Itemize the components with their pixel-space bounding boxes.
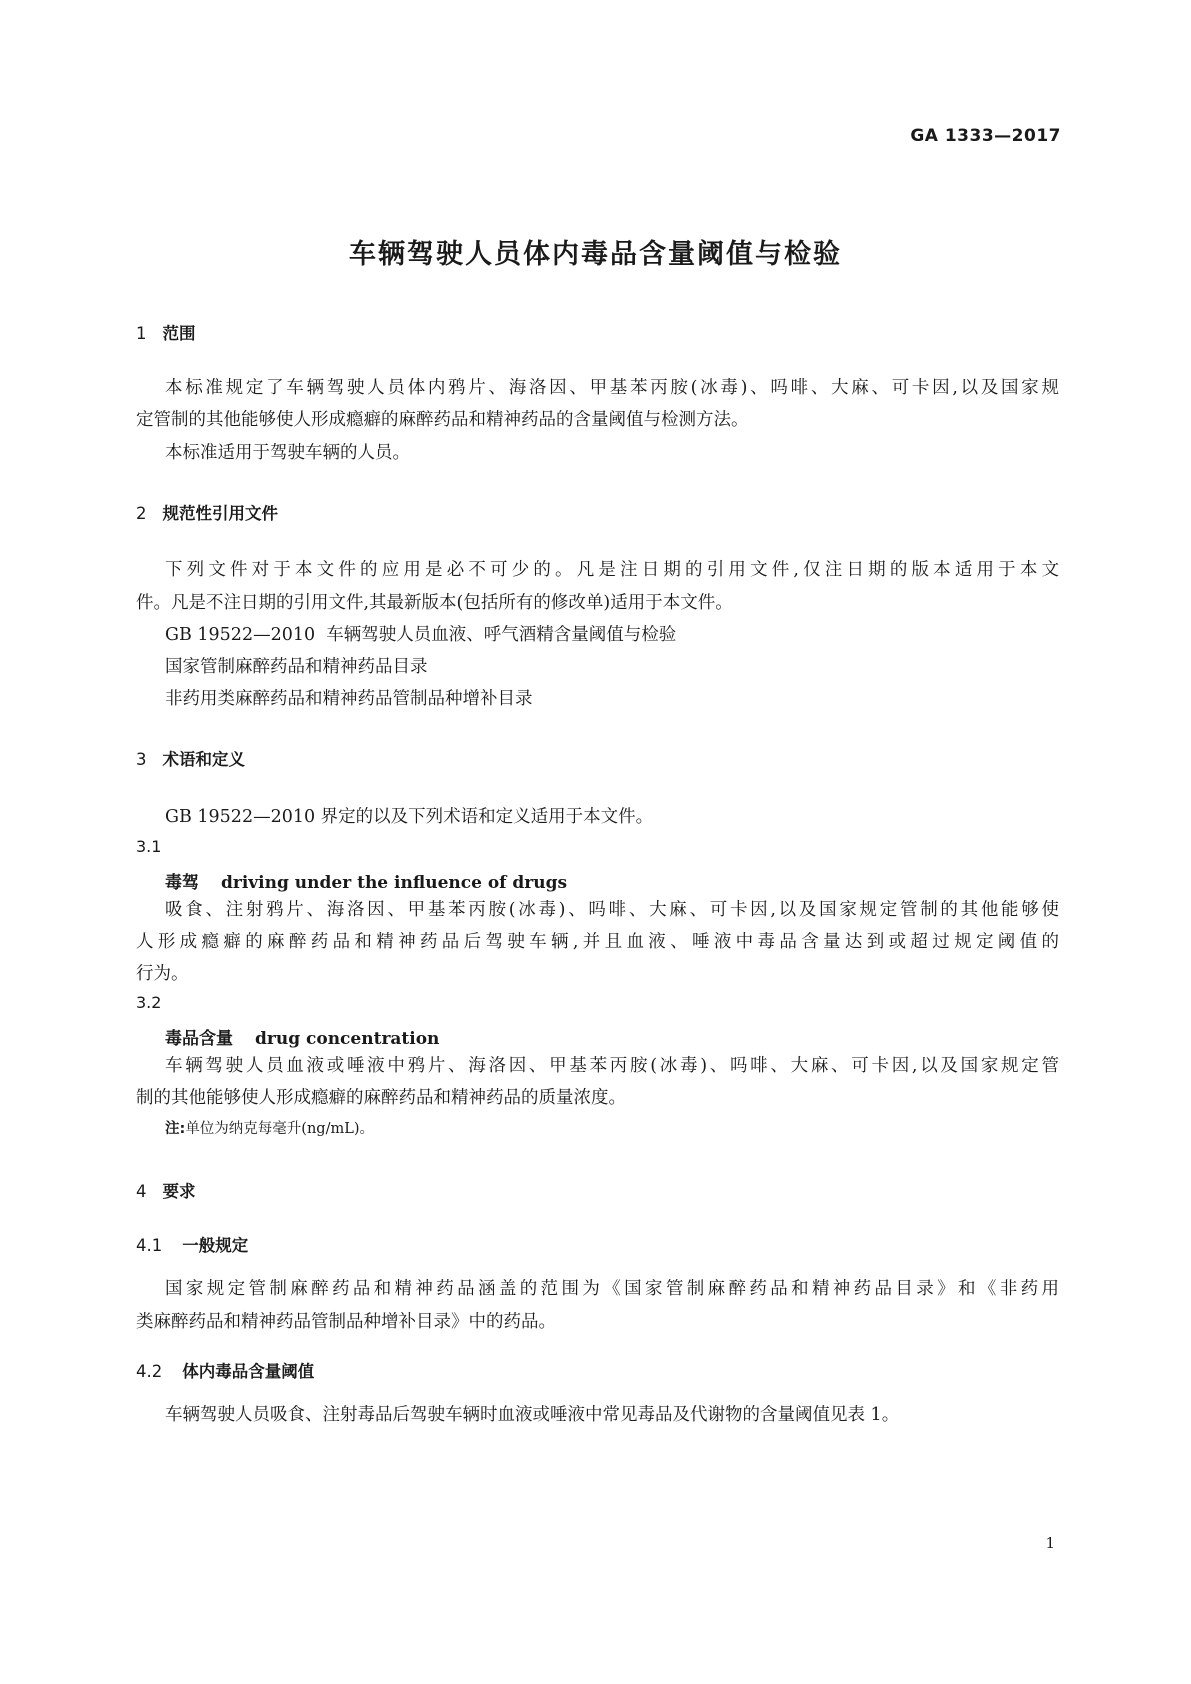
document-title: 车辆驾驶人员体内毒品含量阈值与检验: [349, 239, 842, 270]
paragraph-line: 类麻醉药品和精神药品管制品种增补目录》中的药品。: [136, 1312, 556, 1332]
paragraph-line: 国家规定管制麻醉药品和精神药品涵盖的范围为《国家管制麻醉药品和精神药品目录》和《非药用: [165, 1279, 1059, 1299]
paragraph-line: 制的其他能够使人形成瘾癖的麻醉药品和精神药品的质量浓度。: [136, 1088, 626, 1108]
subsection-title: 一般规定: [182, 1236, 249, 1255]
subsection-4-2-heading: [136, 1358, 314, 1382]
paragraph-line: 下列文件对于本文件的应用是必不可少的。凡是注日期的引用文件,仅注日期的版本适用于本文: [165, 560, 1059, 580]
subsection-number: 4.2: [136, 1362, 163, 1381]
subsection-title: 体内毒品含量阈值: [182, 1362, 315, 1381]
paragraph-line: 定管制的其他能够使人形成瘾癖的麻醉药品和精神药品的含量阈值与检测方法。: [136, 410, 749, 430]
section-4-heading: [136, 1178, 196, 1202]
paragraph-line: GB 19522—2010 界定的以及下列术语和定义适用于本文件。: [165, 807, 654, 827]
page-number: 1: [1045, 1534, 1055, 1552]
term-english: driving under the influence of drugs: [221, 873, 568, 893]
section-1-heading: [136, 320, 196, 344]
paragraph-line: 件。凡是不注日期的引用文件,其最新版本(包括所有的修改单)适用于本文件。: [136, 593, 733, 613]
reference-item: 国家管制麻醉药品和精神药品目录: [165, 657, 428, 677]
term-entry: [165, 1024, 439, 1049]
note: [165, 1117, 374, 1138]
section-2-heading: [136, 500, 278, 524]
subsection-number: 4.1: [136, 1236, 163, 1255]
term-chinese: 毒品含量: [165, 1029, 233, 1049]
section-title: 要求: [162, 1182, 196, 1201]
section-3-heading: [136, 746, 245, 770]
paragraph-line: 吸食、注射鸦片、海洛因、甲基苯丙胺(冰毒)、吗啡、大麻、可卡因,以及国家规定管制的其他能够使: [165, 900, 1059, 920]
subsection-4-1-heading: [136, 1232, 248, 1256]
reference-item: GB 19522—2010 车辆驾驶人员血液、呼气酒精含量阈值与检验: [165, 625, 677, 645]
clause-number: 3.2: [136, 993, 162, 1012]
section-title: 范围: [162, 324, 196, 343]
section-number: 2: [136, 504, 147, 523]
section-title: 规范性引用文件: [162, 504, 278, 523]
term-chinese: 毒驾: [165, 873, 199, 893]
section-title: 术语和定义: [162, 750, 245, 769]
paragraph-line: 本标准适用于驾驶车辆的人员。: [165, 443, 410, 463]
note-text: 单位为纳克每毫升(ng/mL)。: [185, 1121, 375, 1137]
paragraph-line: 行为。: [136, 964, 189, 984]
paragraph-line: 车辆驾驶人员血液或唾液中鸦片、海洛因、甲基苯丙胺(冰毒)、吗啡、大麻、可卡因,以及国家规定管: [165, 1056, 1059, 1076]
paragraph-line: 本标准规定了车辆驾驶人员体内鸦片、海洛因、甲基苯丙胺(冰毒)、吗啡、大麻、可卡因,以及国家规: [165, 378, 1059, 398]
section-number: 4: [136, 1182, 147, 1201]
paragraph-line: 人形成瘾癖的麻醉药品和精神药品后驾驶车辆,并且血液、唾液中毒品含量达到或超过规定阈值的: [136, 932, 1059, 952]
note-label: 注:: [165, 1121, 186, 1137]
clause-number: 3.1: [136, 837, 162, 856]
standard-number: GA 1333—2017: [910, 126, 1061, 146]
section-number: 3: [136, 750, 147, 769]
reference-item: 非药用类麻醉药品和精神药品管制品种增补目录: [165, 689, 533, 709]
paragraph-line: 车辆驾驶人员吸食、注射毒品后驾驶车辆时血液或唾液中常见毒品及代谢物的含量阈值见表 1。: [165, 1405, 900, 1425]
term-english: drug concentration: [255, 1029, 440, 1049]
section-number: 1: [136, 324, 147, 343]
term-entry: [165, 868, 567, 893]
